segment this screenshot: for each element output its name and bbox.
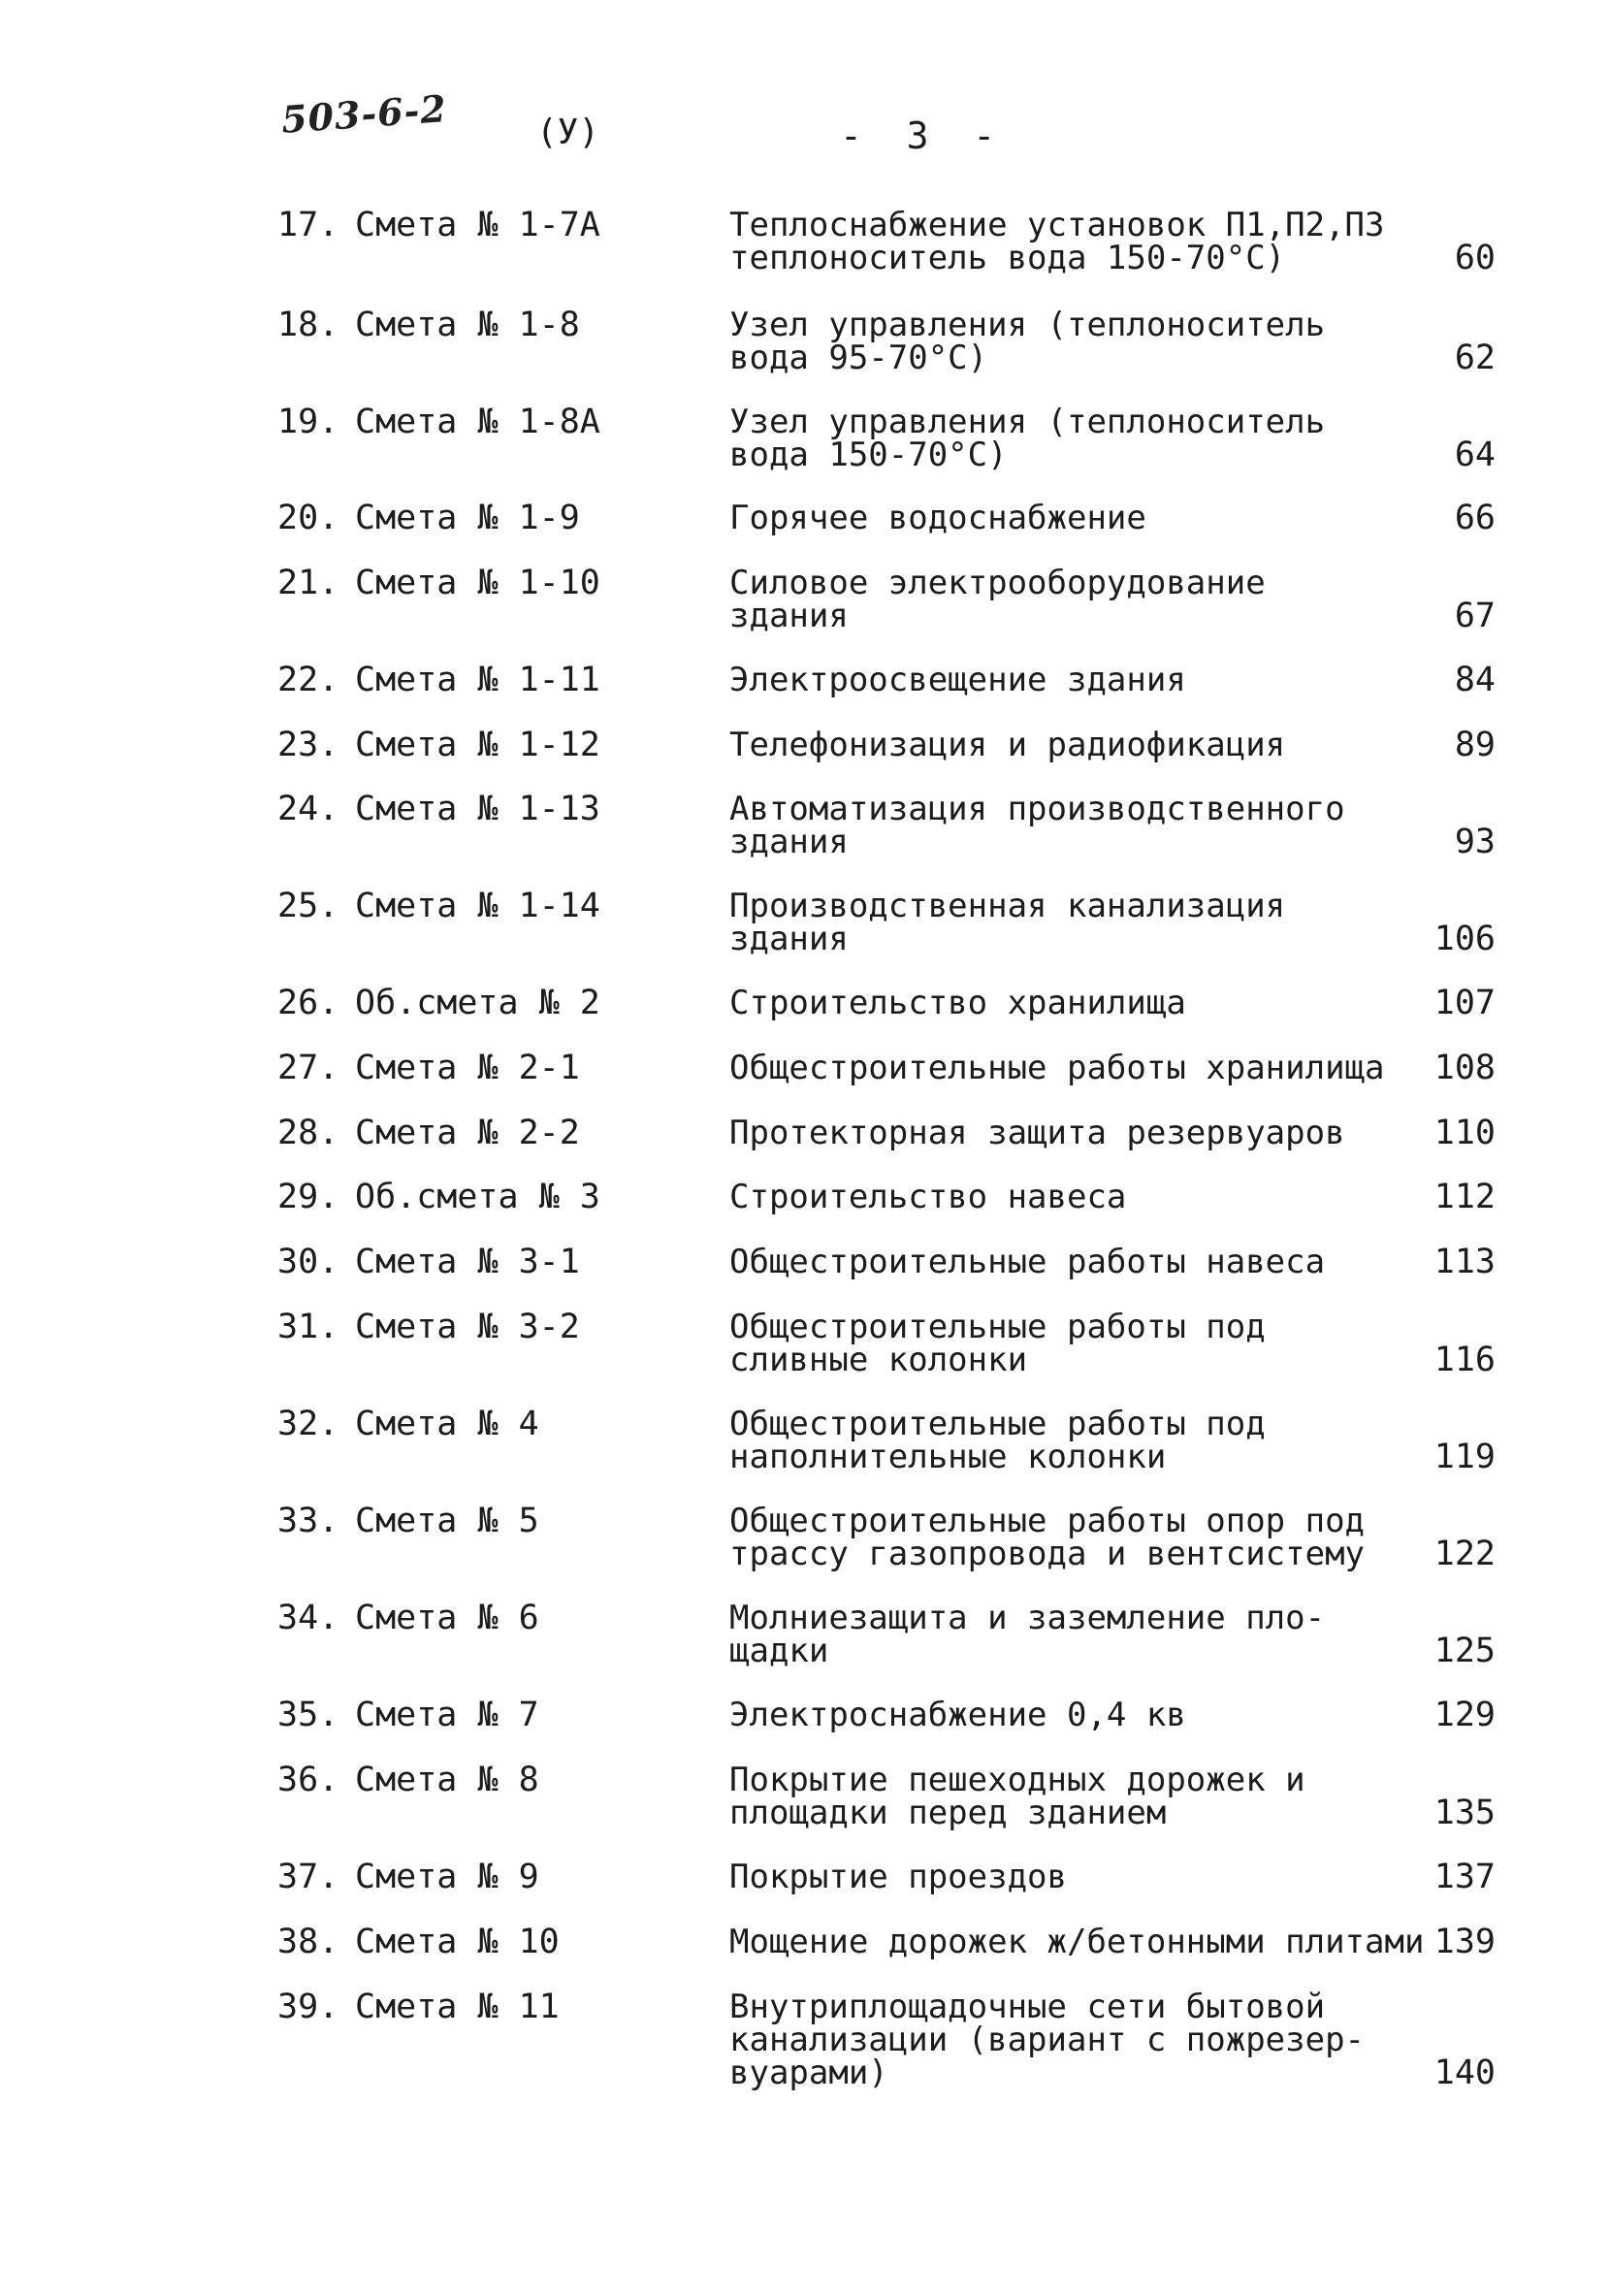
estimate-reference: Смета № 1-13 bbox=[355, 790, 600, 828]
entry-number: 17. bbox=[277, 206, 339, 244]
entry-number: 20. bbox=[277, 499, 339, 537]
entry-title: Покрытие проездов bbox=[729, 1858, 1067, 1896]
estimate-reference: Смета № 3-1 bbox=[355, 1243, 580, 1281]
entry-number: 23. bbox=[277, 726, 339, 764]
estimate-reference: Смета № 5 bbox=[355, 1502, 539, 1540]
entry-title: Общестроительные работы навеса bbox=[729, 1243, 1326, 1281]
estimate-reference: Смета № 2-1 bbox=[355, 1049, 580, 1087]
entry-title: Автоматизация производственного здания bbox=[729, 790, 1345, 861]
entry-title: Силовое электрооборудование здания bbox=[729, 564, 1266, 635]
entry-page-number: 93 bbox=[1454, 823, 1496, 861]
entry-number: 25. bbox=[277, 887, 339, 925]
entry-page-number: 113 bbox=[1433, 1243, 1496, 1281]
entry-title: Узел управления (теплоноситель вода 150-70°С) bbox=[729, 403, 1326, 474]
estimate-reference: Смета № 8 bbox=[355, 1761, 539, 1799]
entry-page-number: 112 bbox=[1433, 1178, 1496, 1216]
entry-number: 19. bbox=[277, 403, 339, 441]
entry-title: Общестроительные работы под наполнительные колонки bbox=[729, 1405, 1266, 1476]
entry-title: Производственная канализация здания bbox=[729, 887, 1286, 958]
entry-number: 33. bbox=[277, 1502, 339, 1540]
estimate-reference: Смета № 4 bbox=[355, 1405, 539, 1443]
estimate-reference: Смета № 11 bbox=[355, 1988, 560, 2026]
entry-page-number: 60 bbox=[1454, 239, 1496, 277]
entry-page-number: 119 bbox=[1433, 1438, 1496, 1476]
estimate-reference: Смета № 1-14 bbox=[355, 887, 600, 925]
estimate-reference: Об.смета № 2 bbox=[355, 984, 600, 1022]
entry-number: 37. bbox=[277, 1858, 339, 1896]
entry-page-number: 110 bbox=[1433, 1114, 1496, 1152]
entry-number: 22. bbox=[277, 661, 339, 699]
estimate-reference: Смета № 1-8 bbox=[355, 306, 580, 344]
entry-page-number: 122 bbox=[1433, 1535, 1496, 1573]
estimate-reference: Смета № 10 bbox=[355, 1923, 560, 1961]
entry-page-number: 116 bbox=[1433, 1341, 1496, 1379]
entry-page-number: 66 bbox=[1454, 499, 1496, 537]
entry-number: 34. bbox=[277, 1599, 339, 1637]
estimate-reference: Смета № 3-2 bbox=[355, 1308, 580, 1346]
sheet-mark: (У) bbox=[536, 113, 600, 152]
entry-page-number: 107 bbox=[1433, 984, 1496, 1022]
entry-number: 36. bbox=[277, 1761, 339, 1799]
estimate-reference: Смета № 1-10 bbox=[355, 564, 600, 602]
estimate-reference: Смета № 1-9 bbox=[355, 499, 580, 537]
entry-title: Электроосвещение здания bbox=[729, 661, 1186, 699]
entry-title: Протекторная защита резервуаров bbox=[729, 1114, 1345, 1152]
entry-title: Телефонизация и радиофикация bbox=[729, 726, 1286, 764]
estimate-reference: Об.смета № 3 bbox=[355, 1178, 600, 1216]
estimate-reference: Смета № 1-12 bbox=[355, 726, 600, 764]
entry-page-number: 62 bbox=[1454, 339, 1496, 377]
entry-page-number: 67 bbox=[1454, 597, 1496, 635]
entry-number: 27. bbox=[277, 1049, 339, 1087]
entry-title: Мощение дорожек ж/бетонными плитами bbox=[729, 1923, 1425, 1961]
entry-page-number: 140 bbox=[1433, 2053, 1496, 2092]
entry-title: Молниезащита и заземление пло- щадки bbox=[729, 1599, 1326, 1670]
entry-number: 28. bbox=[277, 1114, 339, 1152]
entry-page-number: 84 bbox=[1454, 661, 1496, 699]
entry-page-number: 135 bbox=[1433, 1794, 1496, 1832]
entry-title: Горячее водоснабжение bbox=[729, 499, 1146, 537]
entry-title: Теплоснабжение установок П1,П2,П3 теплоноситель вода 150-70°С) bbox=[729, 206, 1385, 277]
page-number: - 3 - bbox=[840, 114, 996, 157]
entry-number: 18. bbox=[277, 306, 339, 344]
entry-title: Покрытие пешеходных дорожек и площадки перед зданием bbox=[729, 1761, 1305, 1832]
entry-title: Строительство навеса bbox=[729, 1178, 1127, 1216]
estimate-reference: Смета № 7 bbox=[355, 1696, 539, 1734]
estimate-reference: Смета № 1-7А bbox=[355, 206, 600, 244]
entry-number: 38. bbox=[277, 1923, 339, 1961]
estimate-reference: Смета № 9 bbox=[355, 1858, 539, 1896]
entry-title: Общестроительные работы опор под трассу газопровода и вентсистему bbox=[729, 1502, 1366, 1573]
estimate-reference: Смета № 6 bbox=[355, 1599, 539, 1637]
entry-number: 32. bbox=[277, 1405, 339, 1443]
entry-page-number: 125 bbox=[1433, 1632, 1496, 1670]
entry-page-number: 64 bbox=[1454, 436, 1496, 474]
estimate-reference: Смета № 1-11 bbox=[355, 661, 600, 699]
entry-title: Общестроительные работы хранилища bbox=[729, 1049, 1385, 1087]
entry-number: 31. bbox=[277, 1308, 339, 1346]
entry-page-number: 106 bbox=[1433, 920, 1496, 958]
entry-page-number: 137 bbox=[1433, 1858, 1496, 1896]
estimate-reference: Смета № 1-8А bbox=[355, 403, 600, 441]
entry-number: 30. bbox=[277, 1243, 339, 1281]
entry-number: 35. bbox=[277, 1696, 339, 1734]
entry-page-number: 108 bbox=[1433, 1049, 1496, 1087]
entry-page-number: 139 bbox=[1433, 1923, 1496, 1961]
entry-page-number: 129 bbox=[1433, 1696, 1496, 1734]
entry-number: 21. bbox=[277, 564, 339, 602]
entry-page-number: 89 bbox=[1454, 726, 1496, 764]
entry-title: Узел управления (теплоноситель вода 95-70°С) bbox=[729, 306, 1326, 377]
entry-title: Общестроительные работы под сливные колонки bbox=[729, 1308, 1266, 1379]
entry-number: 26. bbox=[277, 984, 339, 1022]
entry-number: 29. bbox=[277, 1178, 339, 1216]
entry-title: Электроснабжение 0,4 кв bbox=[729, 1696, 1186, 1734]
entry-title: Строительство хранилища bbox=[729, 984, 1186, 1022]
entry-number: 39. bbox=[277, 1988, 339, 2026]
estimate-reference: Смета № 2-2 bbox=[355, 1114, 580, 1152]
handwritten-code: 503-6-2 bbox=[279, 86, 449, 142]
entry-title: Внутриплощадочные сети бытовой канализации (вариант с пожрезер- вуарами) bbox=[729, 1988, 1366, 2092]
entry-number: 24. bbox=[277, 790, 339, 828]
